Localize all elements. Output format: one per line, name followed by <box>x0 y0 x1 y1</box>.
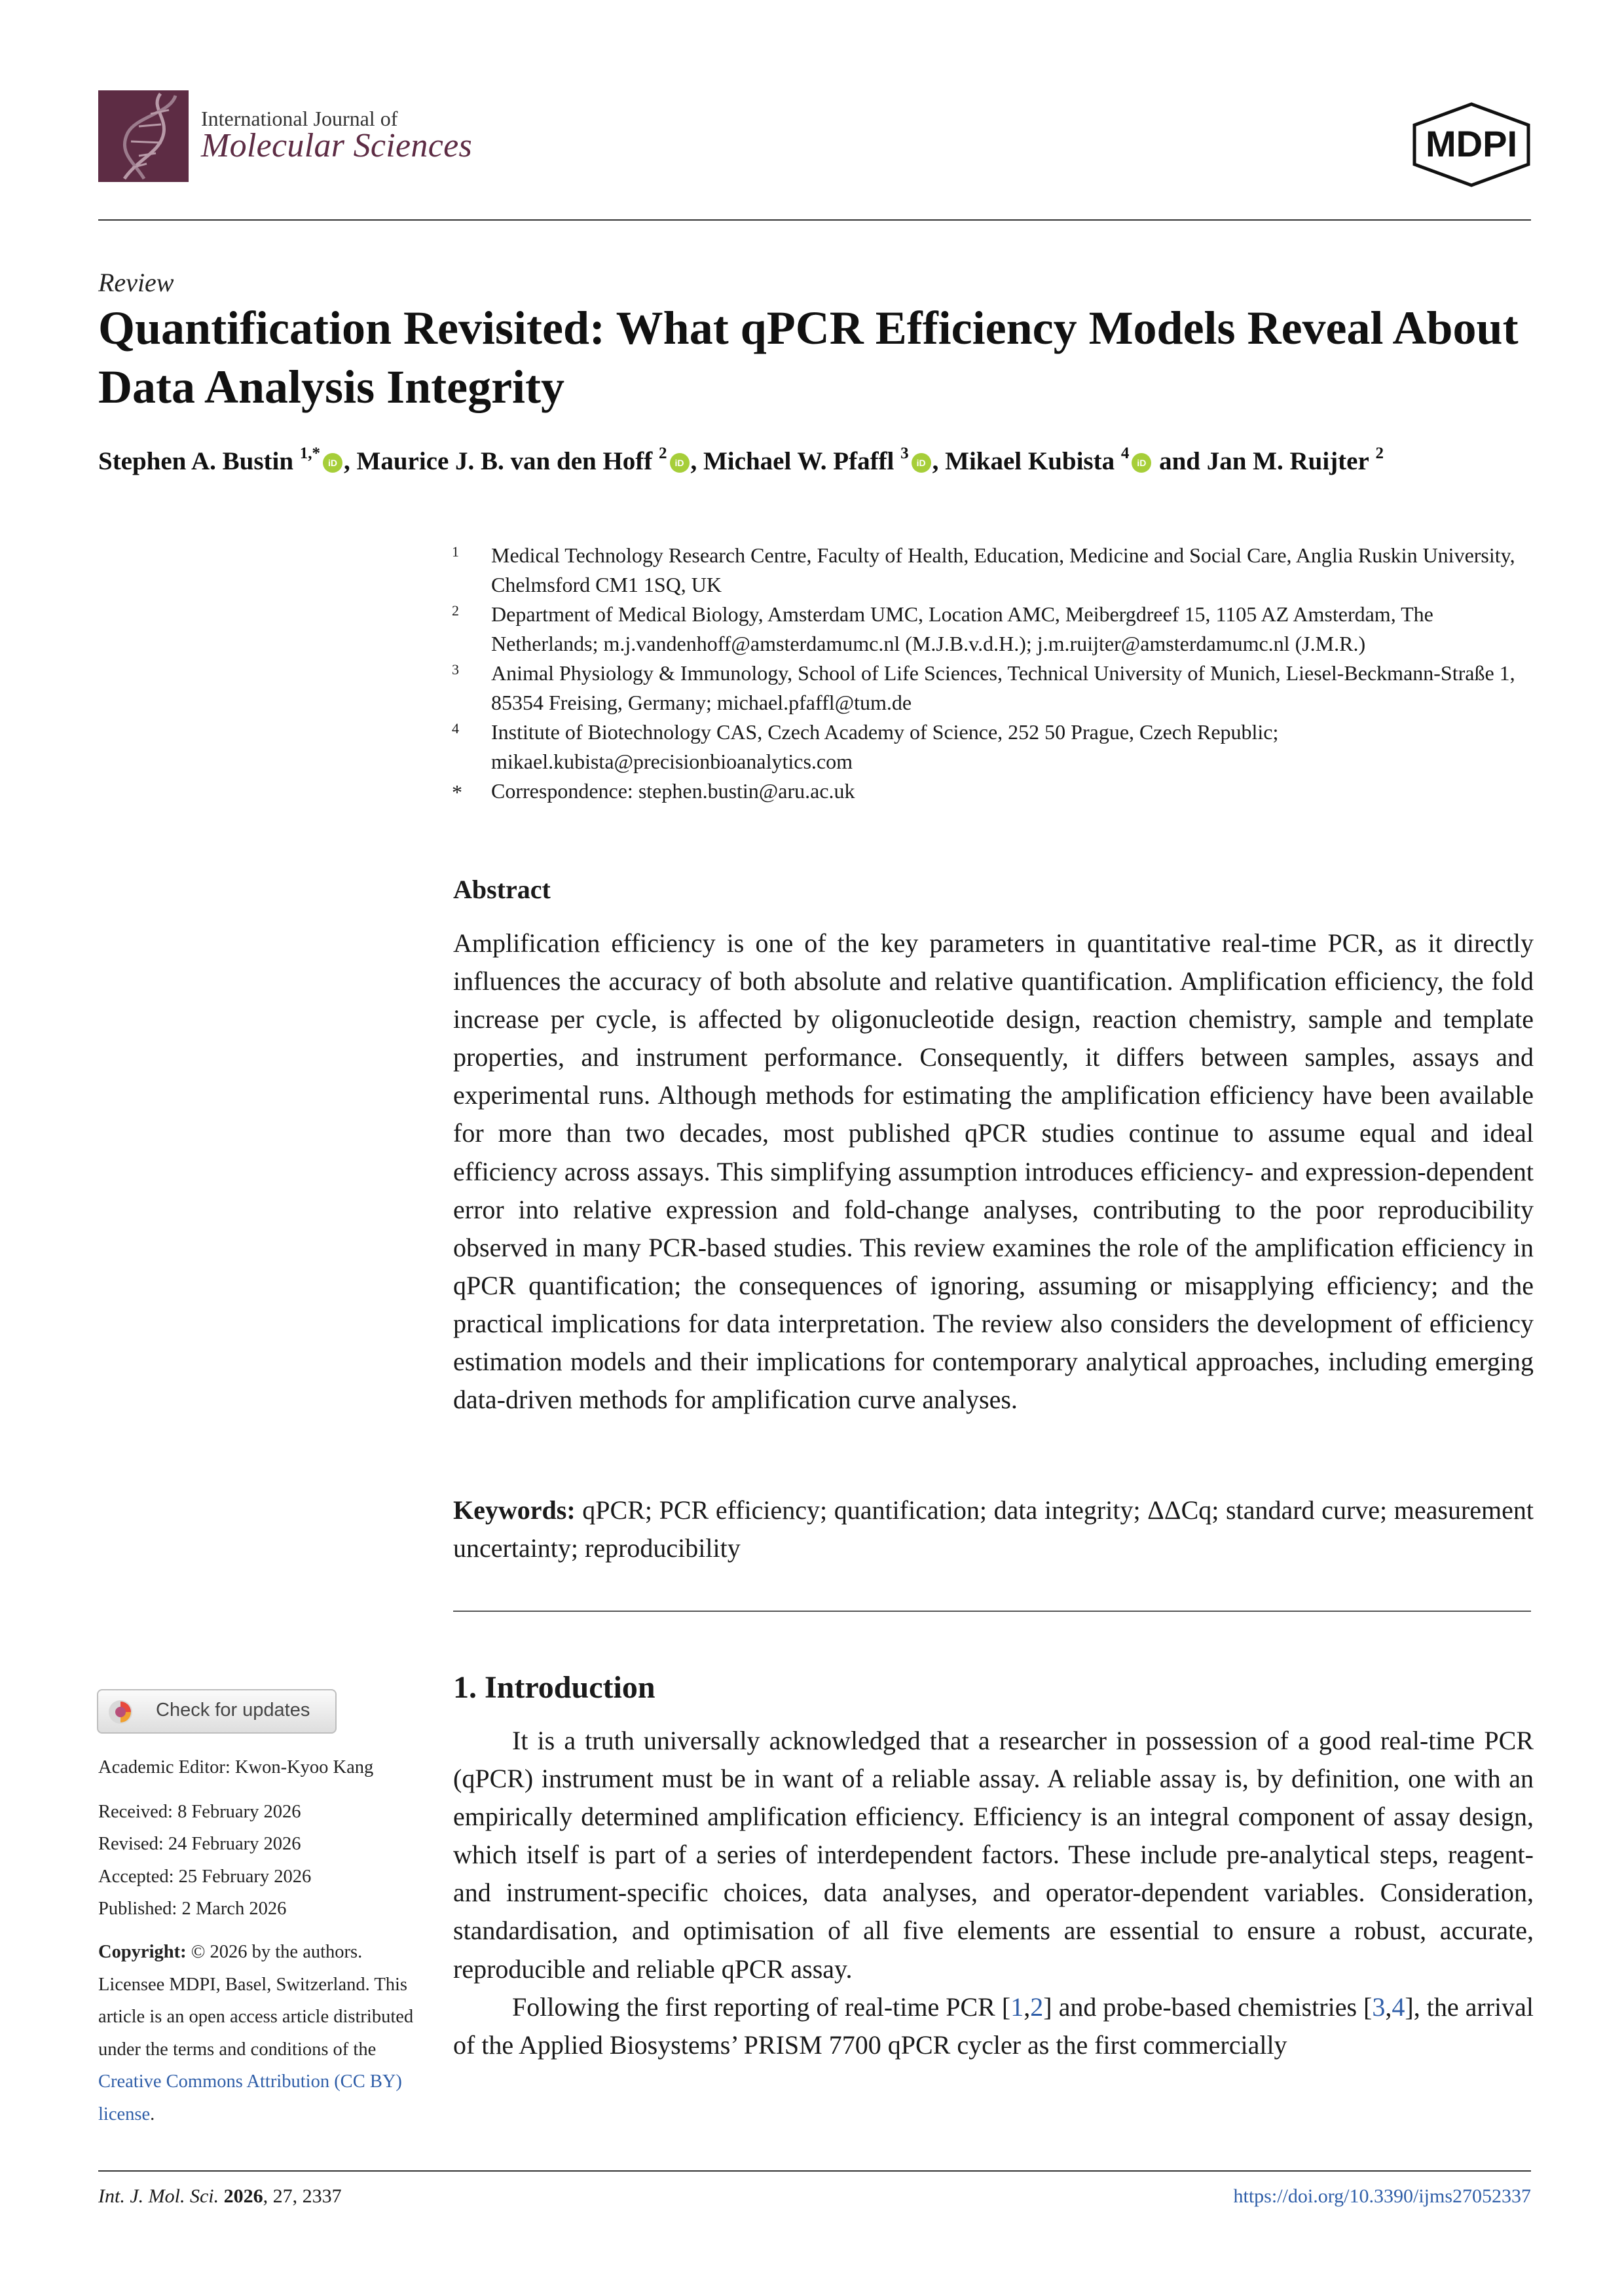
author-list <box>98 446 1539 476</box>
received-date: Received: 8 February 2026 <box>98 1801 301 1822</box>
article-type: Review <box>98 268 174 297</box>
affiliation-text: Medical Technology Research Centre, Faculty of Health, Education, Medicine and Social Care, Anglia Ruskin University, Chelmsford CM1 1SQ, UK <box>491 543 1515 596</box>
author-affiliation-mark: 3 <box>900 445 909 462</box>
journal-name-line1: International Journal of <box>201 107 398 130</box>
affiliation-item <box>452 659 1539 718</box>
journal-abbreviation: Int. J. Mol. Sci. <box>98 2185 219 2207</box>
affiliation-item <box>452 718 1539 776</box>
license-link[interactable]: Creative Commons Attribution (CC BY) license <box>98 2071 402 2124</box>
author-name: Stephen A. Bustin <box>98 447 294 475</box>
citation-separator: , <box>1024 1992 1031 2022</box>
author-separator: and <box>1153 447 1207 475</box>
author-4 <box>945 447 1207 475</box>
abstract-text: Amplification efficiency is one of the key parameters in quantitative real-time PCR, as it directly influences the accuracy of both absolute and relative quantification. Amplification efficiency, the fold increase per cycle, is affected by oligonucleotide design, reaction chemistry, sample and template properties, and instrument performance. Consequently, it differs between samples, assays and experimental runs. Although methods for estimating the amplification efficiency have been available for more than two decades, most published qPCR studies continue to assume equal and ideal efficiency across assays. This simplifying assumption introduces efficiency- and expression-dependent error into relative expression and fold-change analyses, contributing to the poor reproducibility observed in many PCR-based studies. This review examines the role of the amplification efficiency in qPCR quantification; the consequences of ignoring, assuming or misapplying efficiency; and the practical implications for data interpretation. The review also considers the development of efficiency estimation models and their implications for contemporary analytical approaches, including emerging data-driven methods for amplification curve analyses. <box>453 928 1534 1415</box>
author-separator: , <box>344 447 357 475</box>
doi-link[interactable]: https://doi.org/10.3390/ijms27052337 <box>1233 2185 1531 2207</box>
affiliation-number: 1 <box>452 543 459 560</box>
accepted-date: Accepted: 25 February 2026 <box>98 1866 312 1887</box>
author-1 <box>98 447 357 475</box>
author-name: Michael W. Pfaffl <box>703 447 895 475</box>
check-updates-icon <box>107 1699 134 1725</box>
copyright-text: © 2026 by the authors. Licensee MDPI, Basel, Switzerland. This article is an open access article distributed under the terms and conditions of the <box>98 1941 414 2060</box>
keywords-label: Keywords: <box>453 1495 576 1525</box>
citation-link-3[interactable]: 3 <box>1372 1992 1386 2022</box>
affiliation-number: 3 <box>452 661 459 678</box>
abstract-divider <box>453 1611 1531 1612</box>
author-name: Jan M. Ruijter <box>1206 447 1369 475</box>
author-affiliation-mark: 2 <box>1375 445 1384 462</box>
orcid-icon[interactable]: iD <box>912 453 931 473</box>
publication-year: 2026 <box>223 2185 263 2207</box>
affiliation-number: 2 <box>452 602 459 619</box>
author-separator: , <box>932 447 946 475</box>
introduction-paragraph-1: It is a truth universally acknowledged that a researcher in possession of a good real-time PCR (qPCR) instrument must be in want of a reliable assay. A reliable assay is, by definition, one with an empirically determined amplification efficiency. Efficiency is an integral component of assay design, which itself is part of a series of interdependent factors. These include pre-analytical steps, reagent- and instrument-specific choices, data analyses, and operator-dependent variables. Consideration, standardisation, and optimisation of all five elements are essential to ensure a robust, accurate, reproducible and reliable qPCR assay. <box>453 1726 1534 1984</box>
copyright-notice <box>98 1936 419 2131</box>
author-5 <box>1207 447 1384 475</box>
volume-page: , 27, 2337 <box>263 2185 342 2207</box>
correspondence-item <box>452 776 1539 806</box>
citation-separator: , <box>1385 1992 1392 2022</box>
author-3 <box>703 447 945 475</box>
introduction-body <box>453 1722 1534 2064</box>
revised-date: Revised: 24 February 2026 <box>98 1834 301 1855</box>
dna-helix-icon <box>98 90 189 182</box>
abstract-heading: Abstract <box>453 875 551 904</box>
journal-logo <box>98 90 189 182</box>
check-for-updates-button[interactable] <box>97 1689 337 1734</box>
header-divider <box>98 219 1531 221</box>
orcid-icon[interactable]: iD <box>323 453 342 473</box>
author-separator: , <box>690 447 703 475</box>
paragraph-text: ] and probe-based chemistries [ <box>1043 1992 1373 2022</box>
author-affiliation-mark: 2 <box>659 445 667 462</box>
journal-name-line2: Molecular Sciences <box>201 127 473 164</box>
citation-link-1[interactable]: 1 <box>1010 1992 1024 2022</box>
keywords <box>453 1491 1534 1567</box>
correspondence-mark: * <box>452 780 462 804</box>
citation-link-4[interactable]: 4 <box>1392 1992 1405 2022</box>
orcid-icon[interactable]: iD <box>1132 453 1151 473</box>
academic-editor: Academic Editor: Kwon-Kyoo Kang <box>98 1757 374 1777</box>
publisher-name: MDPI <box>1426 123 1517 164</box>
correspondence-text: Correspondence: stephen.bustin@aru.ac.uk <box>491 779 855 803</box>
license-tail: . <box>150 2104 155 2124</box>
published-date: Published: 2 March 2026 <box>98 1899 287 1920</box>
article-info-sidebar <box>98 1751 419 2131</box>
affiliation-number: 4 <box>452 720 459 737</box>
affiliation-item <box>452 600 1539 659</box>
paragraph-text: ], the arrival of the Applied Biosystems’ PRISM 7700 qPCR cycler as the first commercially <box>453 1992 1534 2060</box>
section-heading-introduction: 1. Introduction <box>453 1670 655 1705</box>
publisher-logo[interactable] <box>1409 101 1534 188</box>
author-name: Maurice J. B. van den Hoff <box>356 447 653 475</box>
citation-link-2[interactable]: 2 <box>1030 1992 1044 2022</box>
affiliation-text: Institute of Biotechnology CAS, Czech Academy of Science, 252 50 Prague, Czech Republic; mikael.kubista@precisionbioanalytics.com <box>491 720 1279 773</box>
keywords-text: qPCR; PCR efficiency; quantification; data integrity; ΔΔCq; standard curve; measurement uncertainty; reproducibility <box>453 1495 1534 1563</box>
author-affiliation-mark: 4 <box>1120 445 1130 462</box>
affiliation-text: Animal Physiology & Immunology, School of Life Sciences, Technical University of Munich, Liesel-Beckmann-Straße 1, 85354 Freising, Germany; michael.pfaffl@tum.de <box>491 661 1515 714</box>
introduction-paragraph-2 <box>453 1988 1534 2064</box>
author-affiliation-mark: 1,* <box>299 445 321 462</box>
article-title: Quantification Revisited: What qPCR Efficiency Models Reveal About Data Analysis Integrity <box>98 302 1519 413</box>
paragraph-text: Following the first reporting of real-time PCR [ <box>512 1992 1011 2022</box>
author-name: Mikael Kubista <box>945 447 1115 475</box>
footer-citation <box>98 2185 342 2208</box>
copyright-label: Copyright: <box>98 1941 187 1962</box>
author-2 <box>357 447 703 475</box>
affiliation-list <box>452 541 1539 806</box>
footer-divider <box>98 2170 1531 2172</box>
affiliation-text: Department of Medical Biology, Amsterdam UMC, Location AMC, Meibergdreef 15, 1105 AZ Amsterdam, The Netherlands; m.j.vandenhoff@amsterdamumc.nl (M.J.B.v.d.H.); j.m.ruijter@amsterdamumc.nl (J.M.R.) <box>491 602 1433 655</box>
orcid-icon[interactable]: iD <box>670 453 690 473</box>
affiliation-item <box>452 541 1539 600</box>
check-for-updates-label: Check for updates <box>156 1700 310 1721</box>
